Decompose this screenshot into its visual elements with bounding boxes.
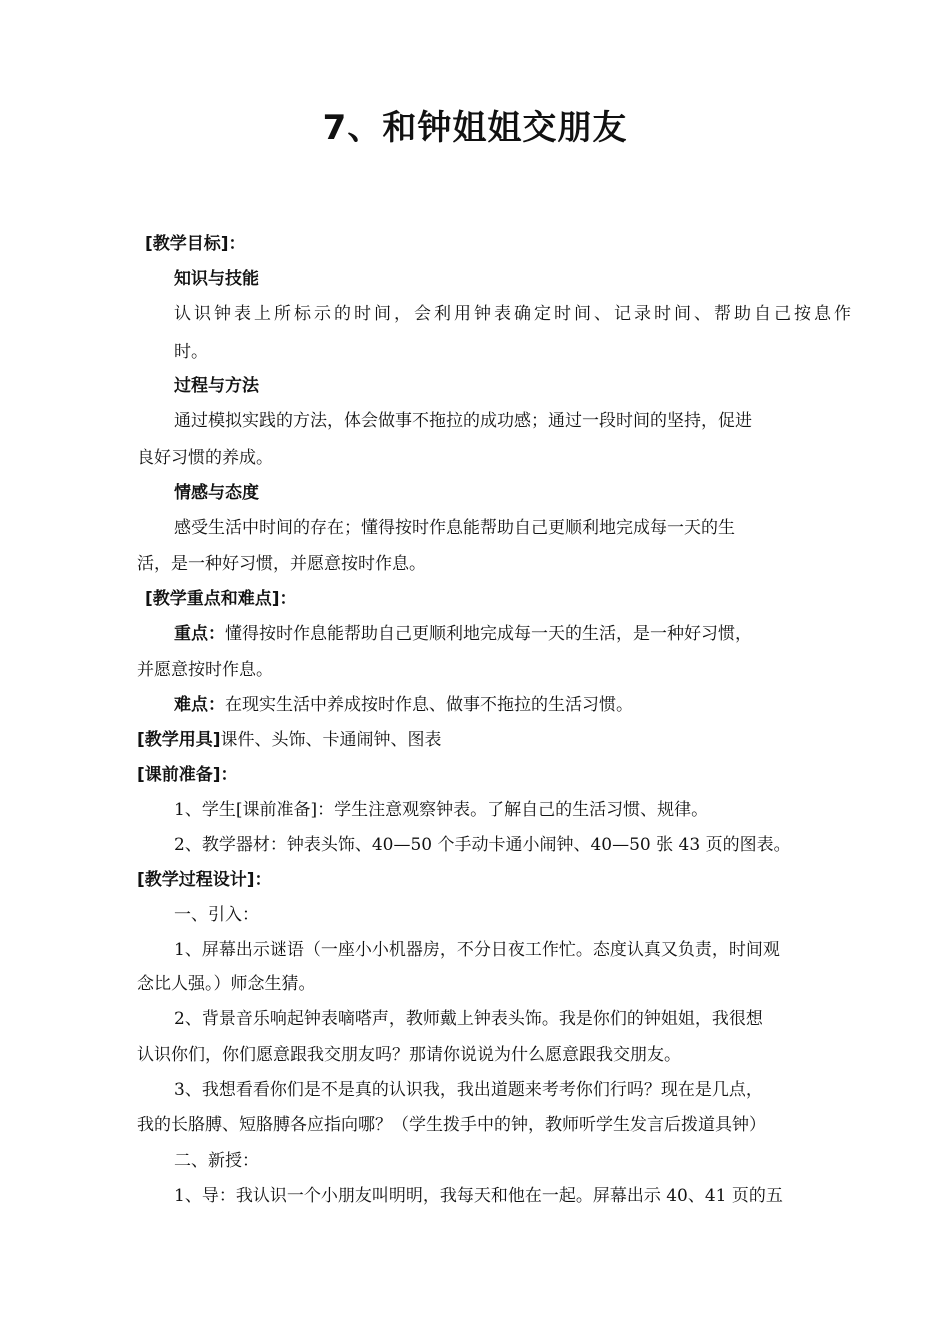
process-line-2: 良好习惯的养成。 — [137, 448, 273, 468]
process-heading: 过程与方法 — [174, 376, 259, 396]
key-point-label: 重点： — [174, 624, 225, 644]
intro-3-line-2: 我的长胳膊、短胳膊各应指向哪？（学生拨手中的钟，教师听学生发言后拨道具钟） — [137, 1115, 766, 1135]
difficulty-label: 难点： — [174, 695, 225, 715]
knowledge-line-1: 认识钟表上所标示的时间，会利用钟表确定时间、记录时间、帮助自己按息作 — [174, 304, 851, 324]
document-title: 7、和钟姐姐交朋友 — [322, 108, 628, 148]
design-heading: [教学过程设计]： — [137, 870, 272, 890]
emotion-heading: 情感与态度 — [174, 483, 259, 503]
key-point-text: 懂得按时作息能帮助自己更顺利地完成每一天的生活，是一种好习惯， — [225, 624, 752, 644]
intro-2-line-1: 2、背景音乐响起钟表嘀嗒声，教师戴上钟表头饰。我是你们的钟姐姐，我很想 — [174, 1009, 763, 1029]
key-point-line-2: 并愿意按时作息。 — [137, 660, 273, 680]
process-line-1: 通过模拟实践的方法，体会做事不拖拉的成功感；通过一段时间的坚持，促进 — [174, 411, 752, 431]
tools-line — [137, 728, 950, 752]
key-point-line-1 — [174, 622, 950, 646]
intro-1-line-2: 念比人强。）师念生猜。 — [137, 974, 316, 994]
emotion-line-2: 活，是一种好习惯，并愿意按时作息。 — [137, 554, 426, 574]
emotion-line-1: 感受生活中时间的存在；懂得按时作息能帮助自己更顺利地完成每一天的生 — [174, 518, 735, 538]
prep-item-1: 1、学生[课前准备]：学生注意观察钟表。了解自己的生活习惯、规律。 — [174, 800, 709, 820]
objectives-heading: [教学目标]： — [145, 234, 246, 254]
tools-text: 课件、头饰、卡通闹钟、图表 — [220, 730, 442, 750]
knowledge-heading: 知识与技能 — [174, 269, 259, 289]
new-1-line-1: 1、导：我认识一个小朋友叫明明，我每天和他在一起。屏幕出示 40、41 页的五 — [174, 1186, 783, 1206]
tools-label: [教学用具] — [137, 730, 221, 750]
intro-1-line-1: 1、屏幕出示谜语（一座小小机器房，不分日夜工作忙。态度认真又负责，时间观 — [174, 940, 780, 960]
intro-2-line-2: 认识你们，你们愿意跟我交朋友吗？那请你说说为什么愿意跟我交朋友。 — [137, 1045, 681, 1065]
prep-heading: [课前准备]： — [137, 765, 238, 785]
difficulty-line — [174, 693, 950, 717]
intro-heading: 一、引入： — [174, 905, 259, 925]
focus-heading: [教学重点和难点]： — [145, 589, 297, 609]
knowledge-line-2: 时。 — [174, 342, 208, 362]
new-heading: 二、新授： — [174, 1151, 259, 1171]
intro-3-line-1: 3、我想看看你们是不是真的认识我，我出道题来考考你们行吗？现在是几点， — [174, 1080, 763, 1100]
prep-item-2: 2、教学器材：钟表头饰、40—50 个手动卡通小闹钟、40—50 张 43 页的图表。 — [174, 835, 791, 855]
difficulty-text: 在现实生活中养成按时作息、做事不拖拉的生活习惯。 — [225, 695, 633, 715]
